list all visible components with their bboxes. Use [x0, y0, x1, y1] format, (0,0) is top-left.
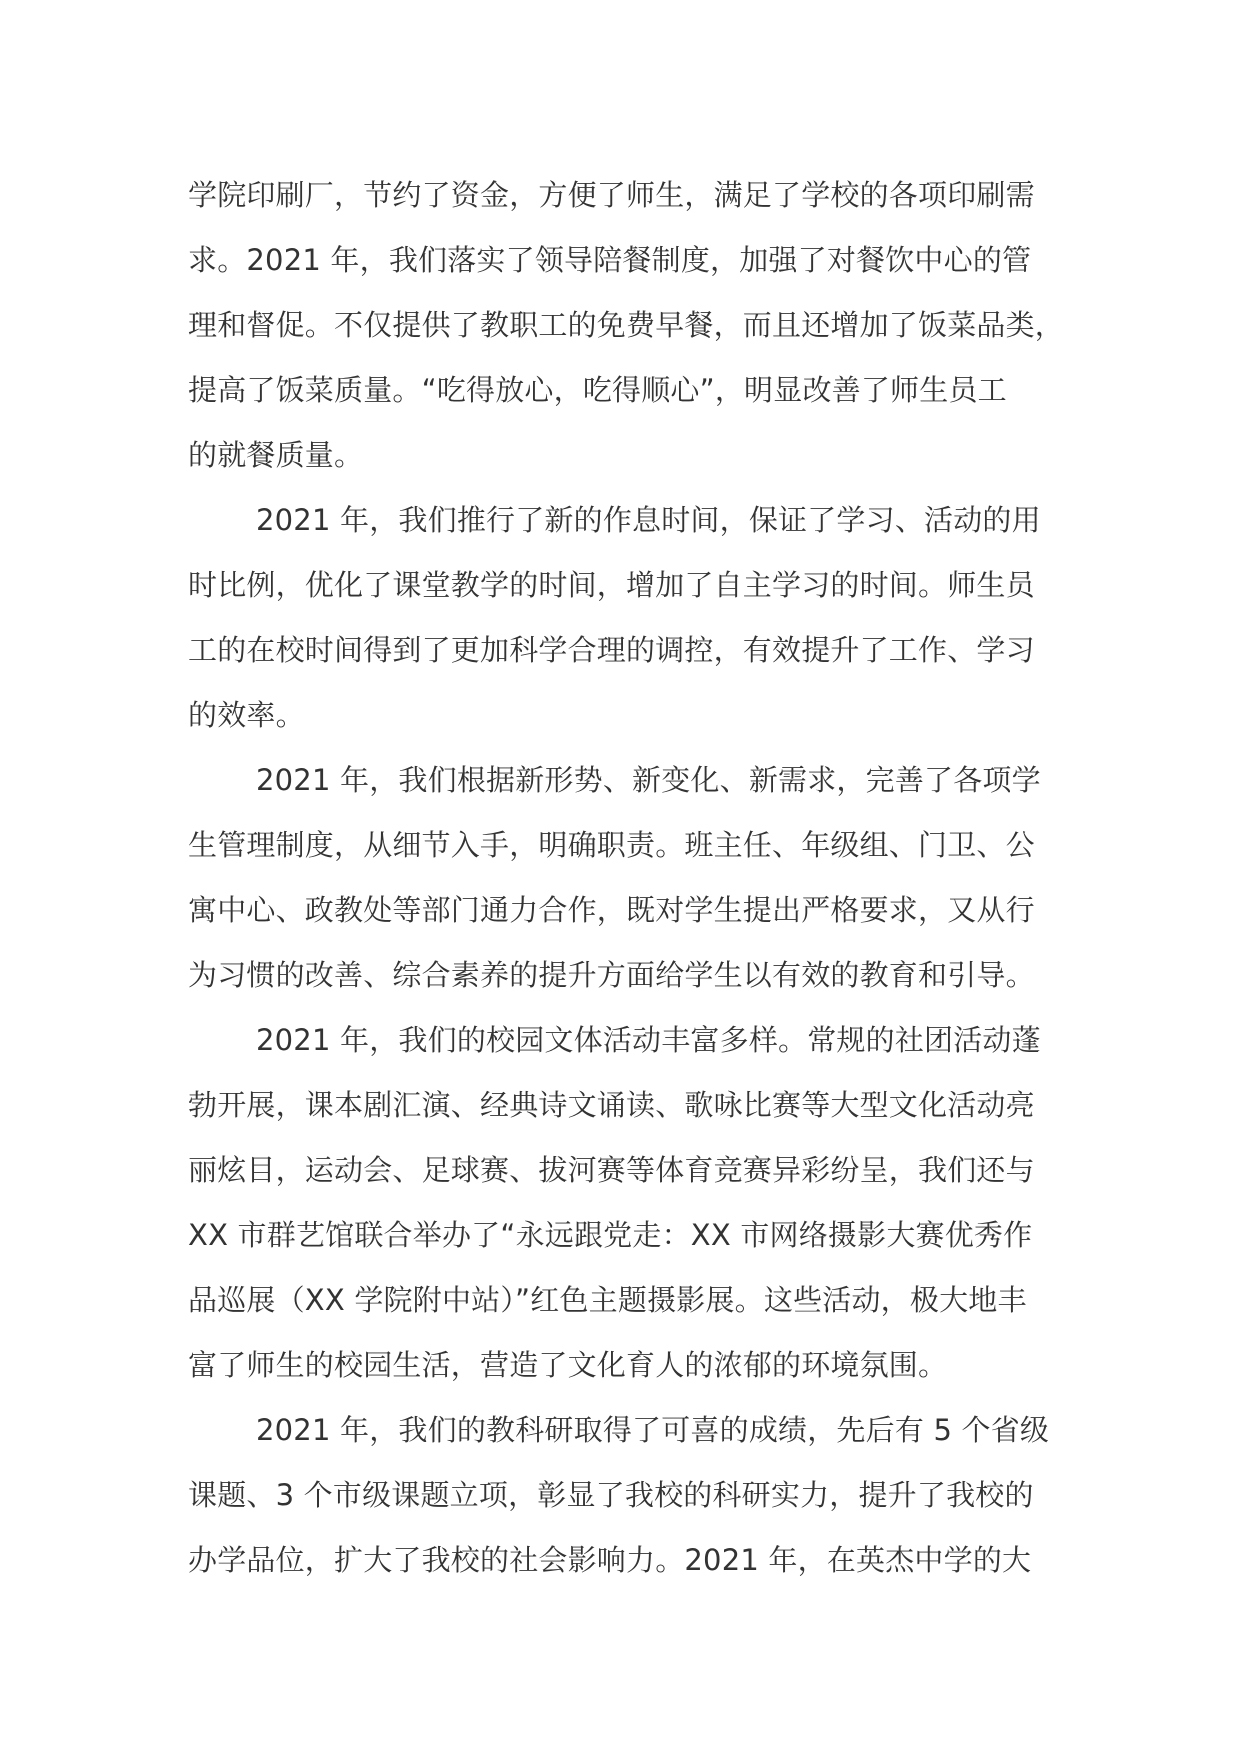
paragraph-first-line: 2021 年，我们的教科研取得了可喜的成绩，先后有 5 个省级 — [256, 1413, 1050, 1447]
text-line: 为习惯的改善、综合素养的提升方面给学生以有效的教育和引导。 — [188, 958, 1035, 992]
text-line: 勃开展，课本剧汇演、经典诗文诵读、歌咏比赛等大型文化活动亮 — [188, 1088, 1035, 1122]
text-line: 学院印刷厂，节约了资金，方便了师生，满足了学校的各项印刷需 — [188, 178, 1035, 212]
text-line: XX 市群艺馆联合举办了“永远跟党走：XX 市网络摄影大赛优秀作 — [188, 1218, 1033, 1252]
text-line: 品巡展（XX 学院附中站）”红色主题摄影展。这些活动，极大地丰 — [188, 1283, 1027, 1317]
text-line: 办学品位，扩大了我校的社会影响力。2021 年，在英杰中学的大 — [188, 1543, 1032, 1577]
text-line: 生管理制度，从细节入手，明确职责。班主任、年级组、门卫、公 — [188, 828, 1035, 862]
paragraph-first-line: 2021 年，我们根据新形势、新变化、新需求，完善了各项学 — [256, 763, 1041, 797]
paragraph-first-line: 2021 年，我们推行了新的作息时间，保证了学习、活动的用 — [256, 503, 1041, 537]
text-line: 寓中心、政教处等部门通力合作，既对学生提出严格要求，又从行 — [188, 893, 1035, 927]
text-line: 求。2021 年，我们落实了领导陪餐制度，加强了对餐饮中心的管 — [188, 243, 1032, 277]
text-line: 提高了饭菜质量。“吃得放心，吃得顺心”，明显改善了师生员工 — [188, 373, 1007, 407]
text-line: 富了师生的校园生活，营造了文化育人的浓郁的环境氛围。 — [188, 1348, 948, 1382]
paragraph-first-line: 2021 年，我们的校园文体活动丰富多样。常规的社团活动蓬 — [256, 1023, 1041, 1057]
document-body — [188, 163, 1068, 1593]
text-line: 工的在校时间得到了更加科学合理的调控，有效提升了工作、学习 — [188, 633, 1035, 667]
text-line: 时比例，优化了课堂教学的时间，增加了自主学习的时间。师生员 — [188, 568, 1035, 602]
text-line: 的效率。 — [188, 698, 305, 732]
text-line: 丽炫目，运动会、足球赛、拔河赛等体育竞赛异彩纷呈，我们还与 — [188, 1153, 1035, 1187]
text-line: 的就餐质量。 — [188, 438, 364, 472]
text-line: 课题、3 个市级课题立项，彰显了我校的科研实力，提升了我校的 — [188, 1478, 1034, 1512]
text-line: 理和督促。不仅提供了教职工的免费早餐，而且还增加了饭菜品类， — [188, 308, 1065, 342]
